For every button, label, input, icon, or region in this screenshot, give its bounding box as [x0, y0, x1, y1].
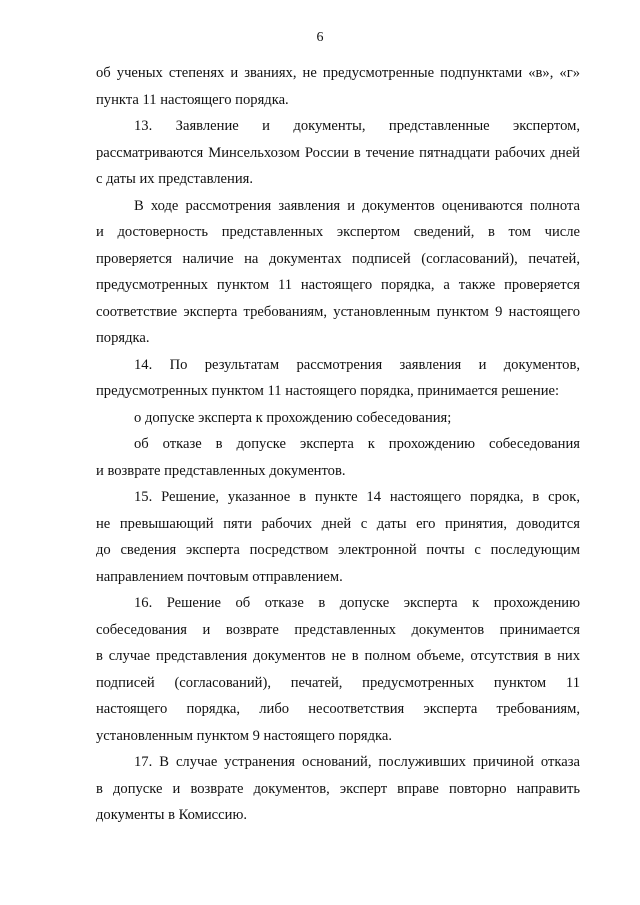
text-line: соответствие эксперта требованиям, установленным пунктом 9 настоящего: [96, 303, 580, 320]
text-line: и возврате представленных документов.: [96, 462, 346, 479]
text-line: с даты их представления.: [96, 171, 254, 187]
text-line: в допуске и возврате документов, эксперт вправе повторно направить: [96, 780, 580, 797]
text-line: порядка.: [96, 330, 150, 346]
text-line: направлением почтовым отправлением.: [96, 568, 343, 585]
paragraph-14: [96, 352, 580, 405]
paragraph-continuation: [96, 60, 580, 113]
paragraph-15: [96, 484, 580, 590]
text-line: не превышающий пяти рабочих дней с даты его принятия, доводится: [96, 515, 580, 532]
text-line: в случае представления документов не в полном объеме, отсутствия в них: [96, 648, 580, 664]
text-line: 17. В случае устранения оснований, послуживших причиной отказа: [134, 754, 580, 770]
paragraph-17: [96, 749, 580, 829]
paragraph-13: [96, 113, 580, 193]
text-line: об ученых степенях и званиях, не предусмотренные подпунктами «в», «г»: [96, 65, 580, 81]
text-line: о допуске эксперта к прохождению собеседования;: [134, 409, 452, 426]
text-line: подписей (согласований), печатей, предусмотренных пунктом 11: [96, 674, 580, 691]
page-number: 6: [316, 30, 324, 45]
paragraph-14-option-refuse: [96, 431, 580, 484]
text-line: пункта 11 настоящего порядка.: [96, 91, 289, 108]
text-line: В ходе рассмотрения заявления и документов оцениваются полнота: [134, 197, 580, 214]
text-line: и достоверность представленных экспертом сведений, в том числе: [96, 224, 580, 240]
text-line: документы в Комиссию.: [96, 807, 247, 823]
text-line: установленным пунктом 9 настоящего порядка.: [96, 727, 393, 744]
text-line: об отказе в допуске эксперта к прохождению собеседования: [134, 436, 580, 452]
text-line: 14. По результатам рассмотрения заявления и документов,: [134, 356, 580, 373]
text-line: до сведения эксперта посредством электронной почты с последующим: [96, 542, 580, 558]
text-line: 16. Решение об отказе в допуске эксперта к прохождению: [134, 595, 580, 611]
document-body: [96, 60, 580, 829]
text-line: предусмотренных пунктом 11 настоящего порядка, принимается решение:: [96, 383, 560, 399]
paragraph-13-review: [96, 193, 580, 352]
text-line: собеседования и возврате представленных документов принимается: [96, 621, 580, 638]
text-line: проверяется наличие на документах подписей (согласований), печатей,: [96, 250, 580, 267]
text-line: 15. Решение, указанное в пункте 14 настоящего порядка, в срок,: [134, 489, 580, 505]
paragraph-16: [96, 590, 580, 749]
text-line: предусмотренных пунктом 11 настоящего порядка, а также проверяется: [96, 277, 580, 293]
text-line: 13. Заявление и документы, представленные экспертом,: [134, 118, 580, 134]
paragraph-14-option-admit: [96, 405, 580, 432]
text-line: настоящего порядка, либо несоответствия эксперта требованиям,: [96, 701, 580, 717]
text-line: рассматриваются Минсельхозом России в течение пятнадцати рабочих дней: [96, 144, 580, 161]
